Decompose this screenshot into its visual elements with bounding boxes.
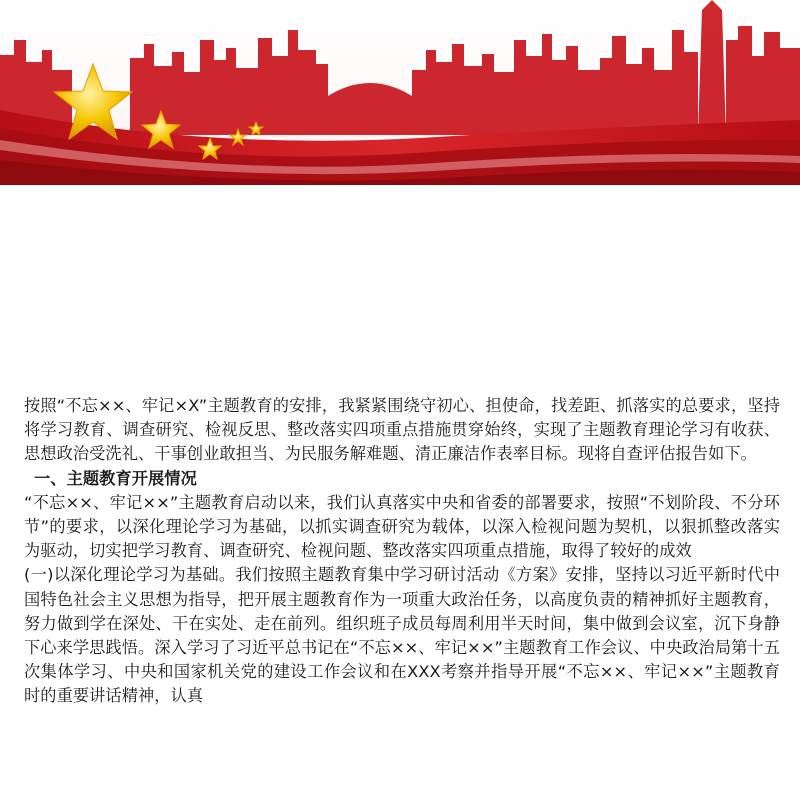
subsection-paragraph: (一)以深化理论学习为基础。我们按照主题教育集中学习研讨活动《方案》安排，坚持以习近平新时代中国特色社会主义思想为指导，把开展主题教育作为一项重大政治任务，以高度负责的精神抓好主题教育，努力做到学在深处、干在实处、走在前列。组织班子成员每周利用半天时间，集中做到会议室，沉下身静下心来学思践悟。深入学习了习近平总书记在“不忘××、牢记××”主题教育工作会议、中央政治局第十五次集体学习、中央和国家机关党的建设工作会议和在XXX考察并指导开展“不忘××、牢记××”主题教育时的重要讲话精神，认真 [24, 565, 780, 706]
banner-illustration [0, 0, 800, 185]
header-banner [0, 0, 800, 185]
document-body [24, 394, 780, 709]
section-paragraph: “不忘××、牢记××”主题教育启动以来，我们认真落实中央和省委的部署要求，按照“不划阶段、不分环节”的要求，以深化理论学习为基础，以抓实调查研究为载体，以深入检视问题为契机，以狠抓整改落实为驱动，切实把学习教育、调查研究、检视问题、整改落实四项重点措施，取得了较好的成效 [24, 492, 780, 561]
section-heading: 一、主题教育开展情况 [34, 468, 197, 488]
intro-paragraph: 按照“不忘××、牢记×X”主题教育的安排，我紧紧围绕守初心、担使命，找差距、抓落实的总要求，坚持将学习教育、调查研究、检视反思、整改落实四项重点措施贯穿始终，实现了主题教育理论学习有收获、思想政治受洗礼、干事创业敢担当、为民服务解难题、清正廉洁作表率目标。现将自查评估报告如下。 [24, 396, 780, 464]
